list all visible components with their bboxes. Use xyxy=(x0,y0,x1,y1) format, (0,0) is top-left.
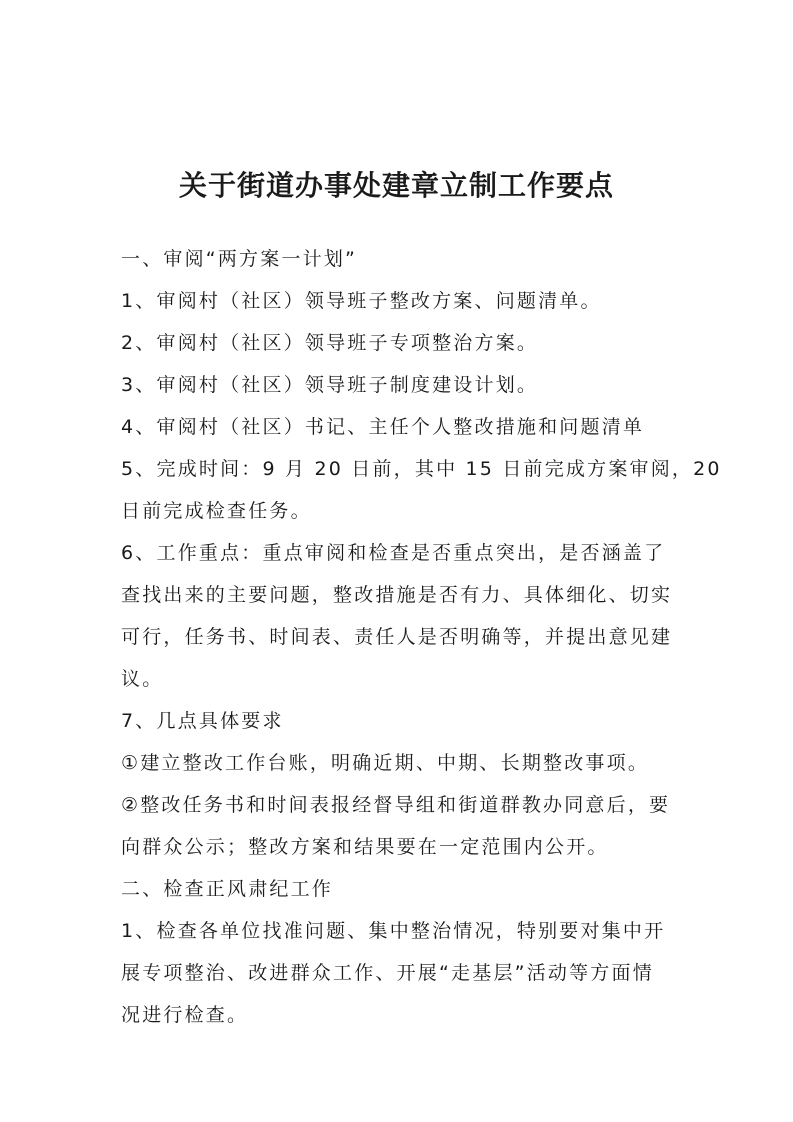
body-line: 7、几点具体要求 xyxy=(121,710,284,732)
body-line: 况进行检查。 xyxy=(121,1004,249,1026)
document-body xyxy=(121,238,722,1036)
body-line: 1、审阅村（社区）领导班子整改方案、问题清单。 xyxy=(121,290,602,312)
body-line: 1、检查各单位找准问题、集中整治情况，特别要对集中开 xyxy=(121,920,666,942)
body-line: 日前完成检查任务。 xyxy=(121,500,312,522)
body-line: 可行，任务书、时间表、责任人是否明确等，并提出意见建 xyxy=(121,626,673,648)
section-heading: 一、审阅“两方案一计划” xyxy=(121,248,358,270)
body-line: ②整改任务书和时间表报经督导组和街道群教办同意后，要 xyxy=(121,794,671,816)
body-line: 向群众公示；整改方案和结果要在一定范围内公开。 xyxy=(121,836,609,858)
body-line: 5、完成时间：9 月 20 日前，其中 15 日前完成方案审阅，20 xyxy=(121,458,722,480)
body-line: ①建立整改工作台账，明确近期、中期、长期整改事项。 xyxy=(121,752,650,774)
document-title: 关于街道办事处建章立制工作要点 xyxy=(178,169,614,202)
body-line: 6、工作重点：重点审阅和检查是否重点突出，是否涵盖了 xyxy=(121,542,666,564)
section-heading: 二、检查正风肃纪工作 xyxy=(121,878,334,900)
body-line: 议。 xyxy=(121,668,164,690)
body-line: 查找出来的主要问题，整改措施是否有力、具体细化、切实 xyxy=(121,584,673,606)
body-line: 展专项整治、改进群众工作、开展“走基层”活动等方面情 xyxy=(121,962,654,984)
body-line: 3、审阅村（社区）领导班子制度建设计划。 xyxy=(121,374,539,396)
body-line: 4、审阅村（社区）书记、主任个人整改措施和问题清单 xyxy=(121,416,645,438)
body-line: 2、审阅村（社区）领导班子专项整治方案。 xyxy=(121,332,539,354)
